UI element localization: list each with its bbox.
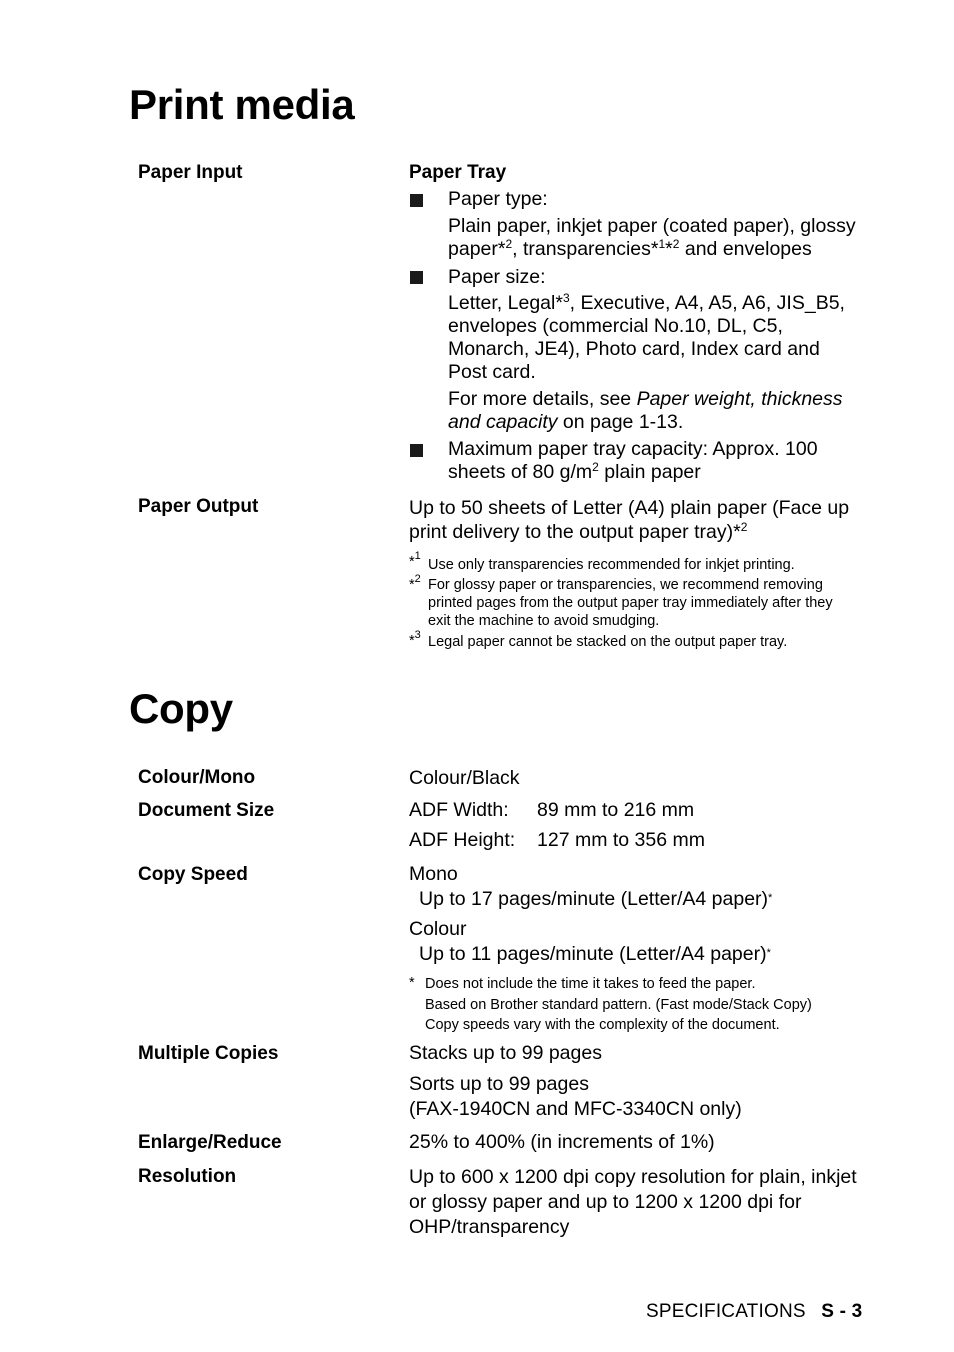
footnote-mark: *$^2$ [409, 573, 421, 593]
page-footer [646, 1301, 862, 1323]
label-document-size: Document Size [138, 800, 275, 821]
bullet-square-icon [410, 444, 423, 457]
label-resolution: Resolution [138, 1166, 237, 1187]
adf-height-value: 127 mm to 356 mm [537, 829, 705, 851]
value-enlarge-reduce: 25% to 400% (in increments of 1%) [409, 1131, 715, 1153]
footnote-mark: *$^3$ [409, 629, 421, 649]
paper-type-text: Plain paper, inkjet paper (coated paper), glossy paper*$^2$, transparencies*$^1$*$^2$ and envelopes [448, 215, 856, 260]
paper-details-note: For more details, see Paper weight, thickness and capacity on page 1-13. [448, 388, 843, 433]
footer-page-number: S - 3 [821, 1301, 863, 1322]
label-multiple-copies: Multiple Copies [138, 1043, 279, 1064]
copy-speed-colour-label: Colour [409, 918, 467, 940]
copy-speed-note-mark: * [409, 975, 415, 991]
footnote-3: Legal paper cannot be stacked on the output paper tray. [428, 634, 788, 650]
page-title-copy: Copy [129, 685, 233, 732]
copy-speed-mono-label: Mono [409, 863, 458, 885]
paper-size-label: Paper size: [448, 266, 546, 288]
copy-speed-colour-value: Up to 11 pages/minute (Letter/A4 paper)* [419, 943, 771, 965]
footnote-2: For glossy paper or transparencies, we recommend removing printed pages from the output paper tray immediately after they exit the machine to avoid smudging. [428, 577, 833, 629]
label-paper-output: Paper Output [138, 496, 259, 517]
adf-width-label: ADF Width: [409, 799, 509, 821]
multiple-copies-stacks: Stacks up to 99 pages [409, 1042, 602, 1064]
page-title-print-media: Print media [129, 81, 355, 128]
footnote-mark: *$^1$ [409, 550, 421, 570]
adf-height-label: ADF Height: [409, 829, 516, 851]
bullet-square-icon [410, 194, 423, 207]
paper-size-text: Letter, Legal*$^3$, Executive, A4, A5, A6, JIS_B5, envelopes (commercial No.10, DL, C5, Monarch, JE4), Photo card, Index card and Post card. [448, 291, 845, 383]
label-enlarge-reduce: Enlarge/Reduce [138, 1132, 282, 1153]
copy-speed-note: Does not include the time it takes to feed the paper. Based on Brother standard pattern. (Fast mode/Stack Copy) Copy speeds vary with the complexity of the document. [425, 976, 812, 1033]
multiple-copies-sorts: Sorts up to 99 pages (FAX-1940CN and MFC-3340CN only) [409, 1073, 742, 1120]
bullet-square-icon [410, 271, 423, 284]
paper-output-text: Up to 50 sheets of Letter (A4) plain paper (Face up print delivery to the output paper tray)*$^2$ [409, 497, 850, 543]
footer-section: SPECIFICATIONS [646, 1301, 806, 1322]
adf-width-value: 89 mm to 216 mm [537, 799, 695, 821]
details-link-text: Paper weight, thickness [636, 388, 843, 410]
copy-speed-mono-value: Up to 17 pages/minute (Letter/A4 paper)* [419, 888, 773, 910]
value-colour-mono: Colour/Black [409, 767, 520, 789]
paper-tray-heading: Paper Tray [409, 162, 507, 183]
label-paper-input: Paper Input [138, 162, 243, 183]
paper-type-label: Paper type: [448, 188, 548, 210]
label-colour-mono: Colour/Mono [138, 767, 256, 788]
footnote-1: Use only transparencies recommended for inkjet printing. [428, 557, 795, 573]
value-resolution: Up to 600 x 1200 dpi copy resolution for plain, inkjet or glossy paper and up to 1200 x 1200 dpi for OHP/transparency [409, 1166, 857, 1238]
label-copy-speed: Copy Speed [138, 864, 248, 885]
paper-capacity-text: Maximum paper tray capacity: Approx. 100 sheets of 80 $g/m^2$ plain paper [448, 438, 818, 483]
